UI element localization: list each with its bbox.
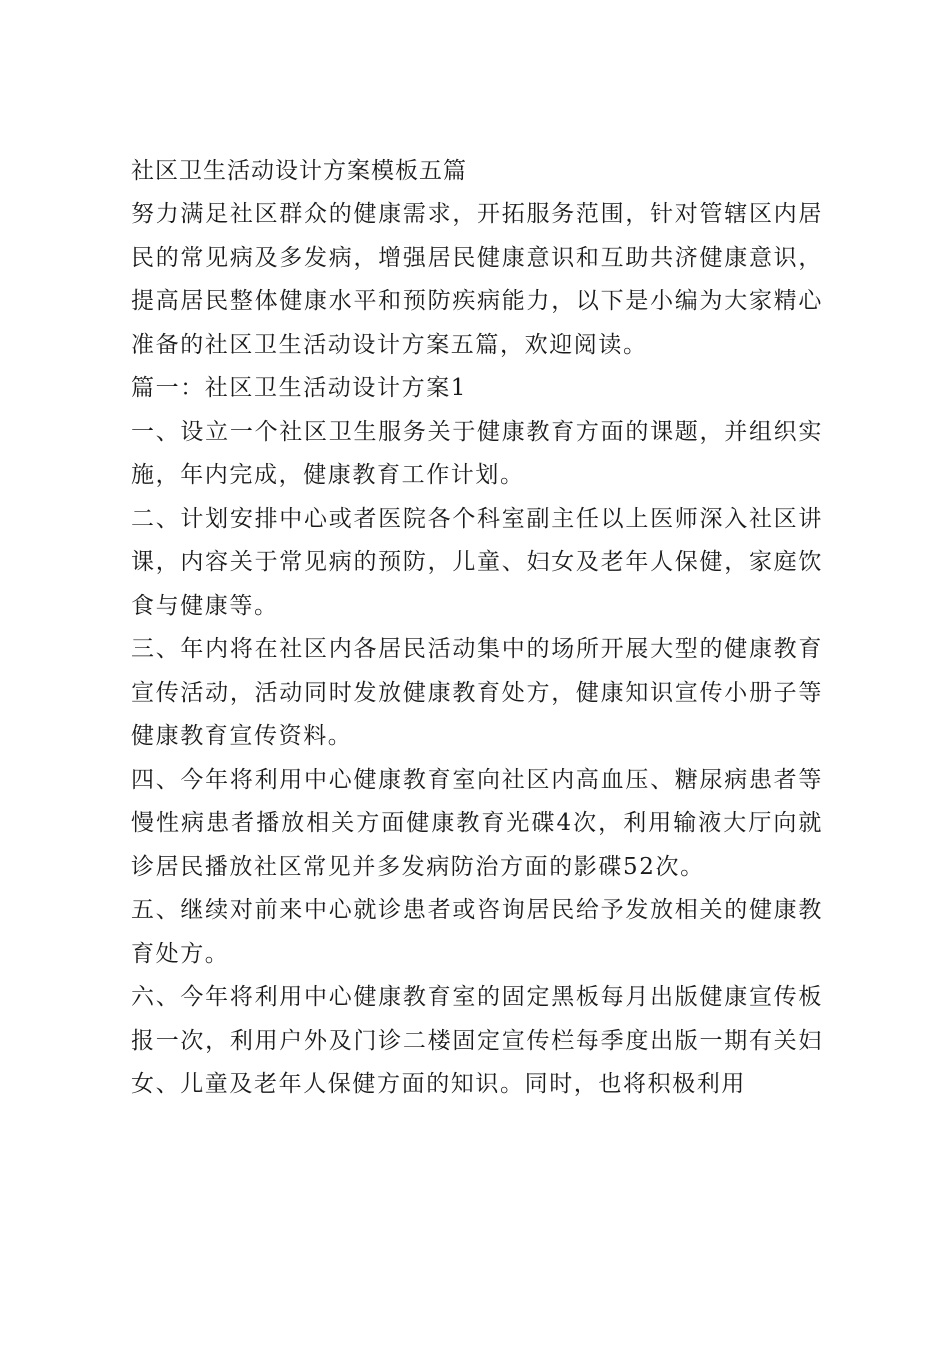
section-heading: 篇一：社区卫生活动设计方案1 [131,375,468,401]
intro-paragraph: 努力满足社区群众的健康需求，开拓服务范围，针对管辖区内居民的常见病及多发病，增强居民健康意识和互助共济健康意识，提高居民整体健康水平和预防疾病能力，以下是小编为大家精心准备的社区卫生活动设计方案五篇，欢迎阅读。 [131,201,823,358]
list-item: 五、继续对前来中心就诊患者或咨询居民给予发放相关的健康教育处方。 [131,897,823,967]
document-title: 社区卫生活动设计方案模板五篇 [131,158,467,184]
list-item: 四、今年将利用中心健康教育室向社区内高血压、糖尿病患者等慢性病患者播放相关方面健康教育光碟4次，利用输液大厅向就诊居民播放社区常见并多发病防治方面的影碟52次。 [131,766,823,880]
document-body [131,150,823,1107]
list-item: 一、设立一个社区卫生服务关于健康教育方面的课题，并组织实施，年内完成，健康教育工作计划。 [131,418,823,488]
list-item: 六、今年将利用中心健康教育室的固定黑板每月出版健康宣传板报一次，利用户外及门诊二楼固定宣传栏每季度出版一期有关妇女、儿童及老年人保健方面的知识。同时，也将积极利用 [131,984,823,1097]
list-item: 二、计划安排中心或者医院各个科室副主任以上医师深入社区讲课，内容关于常见病的预防，儿童、妇女及老年人保健，家庭饮食与健康等。 [131,505,823,619]
list-item: 三、年内将在社区内各居民活动集中的场所开展大型的健康教育宣传活动，活动同时发放健康教育处方，健康知识宣传小册子等健康教育宣传资料。 [131,636,823,749]
